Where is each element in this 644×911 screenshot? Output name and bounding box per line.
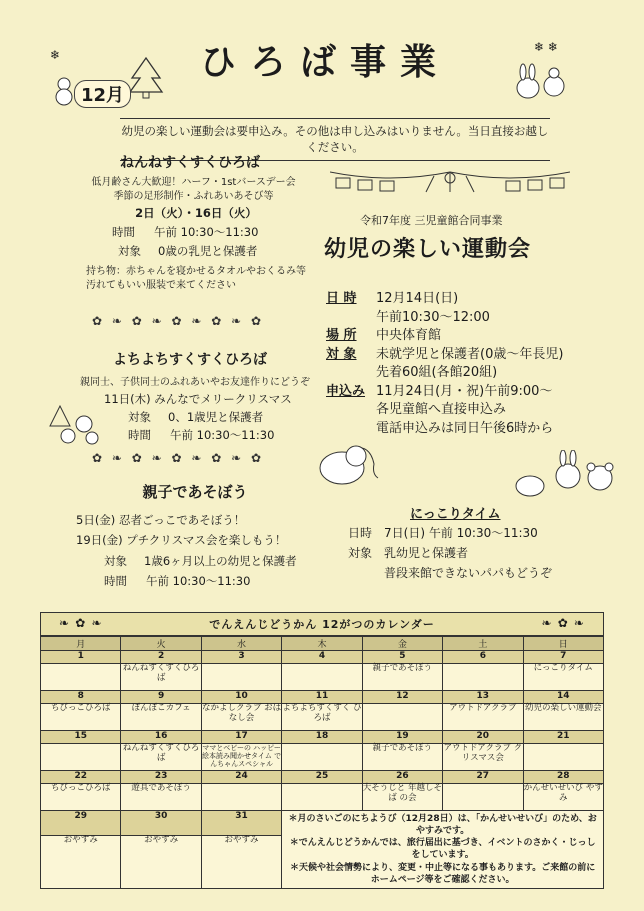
children-icon <box>46 404 102 450</box>
info-row: 対 象 未就学児と保護者(0歳～年長児) <box>326 346 564 362</box>
tree-icon <box>128 56 164 104</box>
nenne-target: 対象 0歳の乳児と保護者 <box>118 244 258 258</box>
animals-icon <box>510 450 620 508</box>
notice-banner: 幼児の楽しい運動会は要申込み。その他は申し込みはいりません。当日直接お越しください。 <box>120 118 550 161</box>
yochi-title: よちよちすくすくひろば <box>113 352 267 368</box>
calendar-title: ❧ ✿ ❧ でんえんじどうかん 12がつのカレンダー ❧ ✿ ❧ <box>40 612 604 636</box>
nenne-bring: 汚れてもいい服装で来てください <box>86 280 236 291</box>
event-row: ねんねすくすくひろば ママとベビーの ハッピー絵本読み聞かせタイム でんちゃんスペシャル 親子であそぼう アウトドアクラブ クリスマス会 <box>41 744 604 771</box>
snowflake-icon: ❄ ❄ <box>534 40 558 54</box>
yochi-desc: 親同士、子供同士のふれあいやお友達作りにどうぞ <box>80 377 310 388</box>
calendar-table <box>40 636 604 889</box>
nikkori-title: にっこりタイム <box>410 507 501 522</box>
event-subtitle: 令和7年度 三児童館合同事業 <box>360 214 503 227</box>
day-number-row: 8 9 10 11 12 13 14 <box>41 691 604 704</box>
holly-icon: ❧ ✿ ❧ <box>59 616 103 630</box>
info-row: 場 所 中央体育館 <box>326 328 442 343</box>
bunny-icon <box>510 62 570 106</box>
weekday-row: 月 火 水 木 金 土 日 <box>41 637 604 651</box>
holly-divider: ✿ ❧ ✿ ❧ ✿ ❧ ✿ ❧ ✿ <box>92 451 265 465</box>
oyako-event: 5日(金) 忍者ごっこであそぼう！ <box>76 513 246 527</box>
yochi-target: 対象 0、1歳児と保護者 <box>128 410 264 424</box>
flags-garland-icon <box>330 168 570 202</box>
holly-icon: ❧ ✿ ❧ <box>541 616 585 630</box>
event-row: ねんねすくすくひろば 親子であそぼう にっこりタイム <box>41 664 604 691</box>
nenne-desc: 低月齢さん大歓迎！ハーフ・1stバースデー会 <box>91 177 296 188</box>
nenne-dates: 2日（火）・16日（火） <box>135 206 257 220</box>
info-row: 電話申込みは同日午後6時から <box>376 420 554 436</box>
nenne-desc: 季節の足形制作・ふれあいあそび等 <box>113 191 274 202</box>
oyako-time: 時間 午前 10:30～11:30 <box>104 574 251 588</box>
elephant-icon <box>312 434 382 498</box>
holly-divider: ✿ ❧ ✿ ❧ ✿ ❧ ✿ ❧ ✿ <box>92 314 265 328</box>
month-badge: 12月 <box>74 80 131 108</box>
event-row: おやすみ おやすみ おやすみ <box>41 836 604 889</box>
calendar <box>40 612 604 889</box>
oyako-title: 親子であそぼう <box>142 483 248 501</box>
nikkori-date: 日時 7日(日) 午前 10:30～11:30 <box>348 526 538 540</box>
calendar-notes: ＊月のさいごのにちようび（12月28日）は、「かんせいせいび」のため、おやすみです。 ＊でんえんじどうかんでは、旅行届出に基づき、イベントのさかく・じっしをしています。 ＊天候や社会情勢により、変更・中止等になる事もあります。ご来館の前にホームページ等をご確認ください。 <box>282 811 604 889</box>
nikkori-target: 普段来館できないパパもどうぞ <box>384 566 553 580</box>
yochi-time: 時間 午前 10:30～11:30 <box>128 428 275 442</box>
info-row: 日 時 12月14日(日) <box>326 291 459 306</box>
nenne-time: 時間 午前 10:30～11:30 <box>112 225 259 239</box>
info-row: 先着60組(各館20組) <box>376 365 498 380</box>
oyako-event: 19日(金) プチクリスマス会を楽しもう！ <box>76 533 287 547</box>
nikkori-target: 対象 乳幼児と保護者 <box>348 546 469 560</box>
day-number-row: 15 16 17 18 19 20 21 <box>41 731 604 744</box>
nenne-title: ねんねすくすくひろば <box>120 155 260 171</box>
day-number-row: 22 23 24 25 26 27 28 <box>41 771 604 784</box>
event-row: ちびっこひろば ぽんぽこカフェ なかよしクラブ おはなし会 よちよちすくすく ひろば アウトドアクラブ 幼児の楽しい運動会 <box>41 704 604 731</box>
snowman-icon <box>52 76 76 110</box>
day-number-row: 29 30 31 ＊月のさいごのにちようび（12月28日）は、「かんせいせいび」のため、おやすみです。 ＊でんえんじどうかんでは、旅行届出に基づき、イベントのさかく・じっしをしています。 ＊天候や社会情勢により、変更・中止等になる事もあります。ご来館の前にホームページ等をご確認ください。 <box>41 811 604 836</box>
info-row: 午前10:30～12:00 <box>376 309 490 325</box>
snowflake-icon: ❄ <box>50 48 61 62</box>
day-number-row: 1 2 3 4 5 6 7 <box>41 651 604 664</box>
nenne-bring: 持ち物：赤ちゃんを寝かせるタオルやおくるみ等 <box>86 266 306 277</box>
event-row: ちびっこひろば 遊具であそぼう 大そうじと 年越しそば の会 かんせいせいび やすみ <box>41 784 604 811</box>
event-info <box>326 290 563 438</box>
info-row: 各児童館へ直接申込み <box>376 402 507 417</box>
info-row: 申込み 11月24日(月・祝)午前9:00～ <box>326 383 553 399</box>
yochi-event: 11日(木) みんなでメリークリスマス <box>104 392 292 406</box>
oyako-target: 対象 1歳6ヶ月以上の幼児と保護者 <box>104 554 297 568</box>
page-title: ひろば事業 <box>200 42 451 83</box>
event-title: 幼児の楽しい運動会 <box>324 237 532 262</box>
